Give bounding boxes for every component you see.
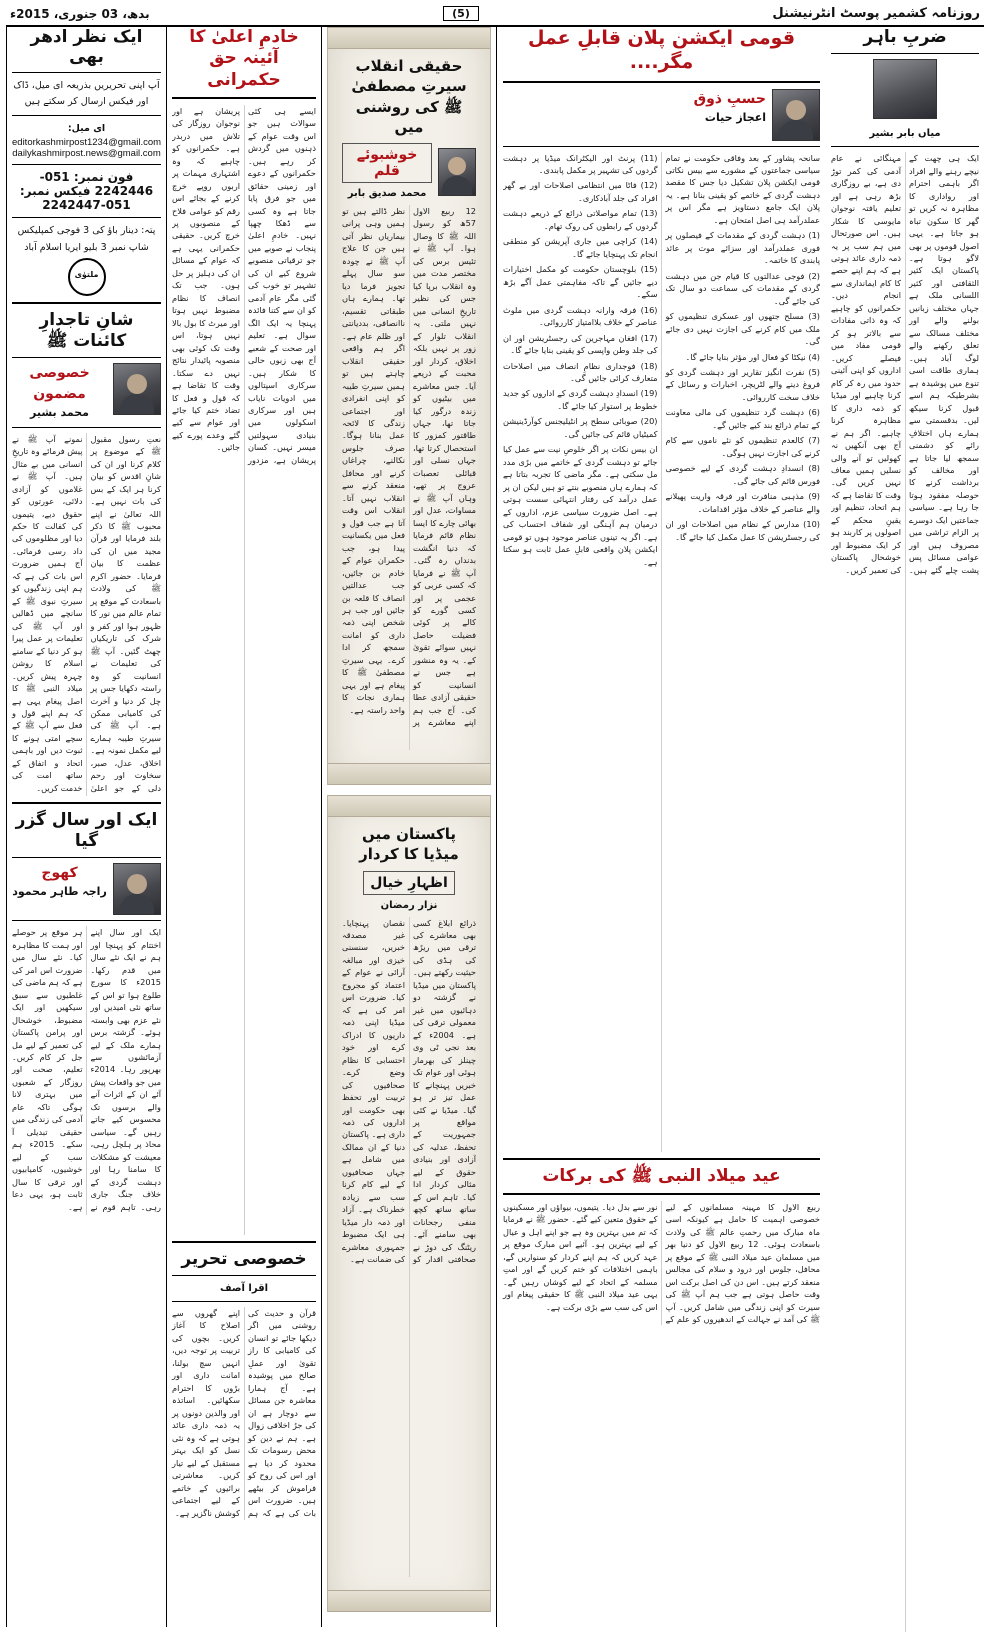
feature-scroll-inqilab	[327, 27, 491, 785]
ad-fax-value: 051-2242447	[42, 198, 131, 213]
article-body-khadim: ایسے ہی کئی سوالات ہیں جو اس وقت عوام کے ذہنوں میں گردش کر رہے ہیں۔ حکمرانوں کے دعوے اور زمینی حقائق میں جو فرق پایا جاتا ہے وہ کسی سے ڈھکا چھپا نہیں۔ خادمِ اعلیٰ پنجاب نے صوبے میں جو ترقیاتی منصوبے شروع کیے ان کی تشہیر تو خوب کی گئی مگر عام آدمی کو ان سے کتنا فائدہ پہنچا یہ ایک الگ سوال ہے۔ تعلیم اور صحت کے شعبے آج بھی زبوں حالی کا شکار ہیں۔ سرکاری اسپتالوں میں ادویات نایاب ہیں اور سرکاری اسکولوں میں بنیادی سہولتیں میسر نہیں۔ کسان پریشان ہے، مزدور پریشان ہے اور نوجوان روزگار کی تلاش میں دربدر ہے۔ حکمرانوں کو چاہیے کہ وہ اشتہاری مہمات پر اربوں روپے خرچ کرنے کے بجائے اس رقم کو عوامی فلاح کے منصوبوں پر خرچ کریں۔ حقیقی حکمرانی یہی ہے کہ عوام کے مسائل ان کی دہلیز پر حل ہوں۔ جب تک انصاف کا نظام مضبوط نہیں ہوتا اور میرٹ کا بول بالا نہیں ہوتا، اس وقت تک کوئی بھی منصوبہ پائیدار نتائج نہیں دے سکتا۔ وقت کا تقاضا ہے کہ قول و فعل کا تضاد ختم کیا جائے اور عوام سے کیے گئے وعدے پورے کیے جائیں۔	[172, 105, 316, 465]
feature-title-inqilab: حقیقی انقلاب سیرتِ مصطفیٰ ﷺ کی روشنی میں	[351, 57, 467, 136]
column-right	[6, 27, 166, 1627]
masthead-date: بدھ، 03 جنوری، 2015ء	[10, 6, 150, 21]
masthead-title: روزنامہ کشمیر پوسٹ انٹرنیشنل	[772, 6, 980, 21]
author-photo	[113, 363, 161, 415]
ad-title: ایک نظر ادھر بھی	[30, 27, 143, 67]
author-name-khusoosi: اقرا آصف	[219, 1283, 269, 1294]
masthead	[6, 4, 984, 27]
article-title-milad: عید میلاد النبی ﷺ کی برکات	[542, 1165, 781, 1186]
feature-title-media: پاکستان میں میڈیا کا کردار	[359, 825, 459, 864]
article-body-saal: ایک اور سال اپنے اختتام کو پہنچا اور ہم نے ایک نئے سال میں قدم رکھا۔ 2015ء کا سورج طلوع ہوا تو اس کے ساتھ نئی امیدیں اور نئے عزم بھی وابستہ ہوئے۔ گزشتہ برس ہمارے ملک کے لیے آزمائشوں سے بھرپور رہا۔ 2014ء میں جو واقعات پیش آئے ان کے اثرات آنے والے برسوں تک محسوس کیے جاتے رہیں گے۔ سیاسی محاذ پر ہلچل رہی، معیشت کو مشکلات کا سامنا رہا اور دہشت گردی کے خلاف جنگ جاری رہی۔ تاہم قوم نے ہر موقع پر حوصلے اور ہمت کا مظاہرہ کیا۔ نئے سال میں ضرورت اس امر کی ہے کہ ہم ماضی کی غلطیوں سے سبق سیکھیں اور ایک مضبوط، خوشحال اور پرامن پاکستان کی تعمیر کے لیے مل جل کر کام کریں۔ تعلیم، صحت اور روزگار کے شعبوں میں بہتری لانا ہوگی تاکہ عام آدمی کی زندگی میں حقیقی تبدیلی آ سکے۔ 2015ء ہم سب کے لیے خوشیوں، کامیابیوں اور ترقی کا سال ثابت ہو، یہی دعا ہے۔	[12, 927, 161, 1212]
ad-phone-value: 051-2242446	[39, 170, 154, 199]
ad-address	[12, 223, 161, 255]
feature-scroll-media	[327, 795, 491, 1612]
author-name: نزار رمضان	[380, 899, 438, 911]
feature-seal-label: اظہارِ خیال	[363, 871, 455, 895]
article-title-zarb: ضربِ باہر	[863, 27, 947, 47]
article-body-nap: سانحہ پشاور کے بعد وفاقی حکومت نے تمام سیاسی جماعتوں کے مشورے سے بیس نکاتی قومی ایکشن پلان تشکیل دیا جس کا مقصد دہشت گردی کے خاتمے کو یقینی بنانا ہے۔ یہ پلان ایک جامع دستاویز ہے مگر اس پر عملدرآمد ہی اصل امتحان ہے۔ (1) دہشت گردی کے مقدمات کے فیصلوں پر فوری عملدرآمد اور سزائے موت پر عائد پابندی کا خاتمہ۔ (2) فوجی عدالتوں کا قیام جن میں دہشت گردی کے مقدمات کی سماعت دو سال تک کی جائے گی۔ (3) مسلح جتھوں اور عسکری تنظیموں کو ملک میں کام کرنے کی اجازت نہیں دی جائے گی۔ (4) نیکٹا کو فعال اور مؤثر بنایا جائے گا۔ (5) نفرت انگیز تقاریر اور دہشت گردی کو فروغ دینے والے لٹریچر، اخبارات و رسائل کے خلاف سخت کارروائی۔ (6) دہشت گرد تنظیموں کی مالی معاونت کے تمام ذرائع بند کیے جائیں گے۔ (7) کالعدم تنظیموں کو نئے ناموں سے کام کرنے کی اجازت نہیں ہوگی۔ (8) انسدادِ دہشت گردی کے لیے خصوصی فورس قائم کی جائے گی۔ (9) مذہبی منافرت اور فرقہ واریت پھیلانے والے عناصر کے خلاف مؤثر اقدامات۔ (10) مدارس کے نظام میں اصلاحات اور ان کی رجسٹریشن کا عمل مکمل کیا جائے گا۔ (11) پرنٹ اور الیکٹرانک میڈیا پر دہشت گردوں کی تشہیر پر مکمل پابندی۔ (12) فاٹا میں انتظامی اصلاحات اور بے گھر افراد کی جلد آبادکاری۔ (13) تمام مواصلاتی ذرائع کے ذریعے دہشت گردوں کے رابطوں کی روک تھام۔ (14) کراچی میں جاری آپریشن کو منطقی انجام تک پہنچایا جائے گا۔ (15) بلوچستان حکومت کو مکمل اختیارات دیے جائیں گے تاکہ مفاہمتی عمل آگے بڑھ سکے۔ (16) فرقہ وارانہ دہشت گردی میں ملوث عناصر کے خلاف بلاامتیاز کارروائی۔ (17) افغان مہاجرین کی رجسٹریشن اور ان کی جلد وطن واپسی کو یقینی بنایا جائے گا۔ (18) فوجداری نظامِ انصاف میں اصلاحات متعارف کرائی جائیں گی۔ (19) انسدادِ دہشت گردی کے اداروں کو جدید خطوط پر استوار کیا جائے گا۔ (20) صوبائی سطح پر انٹیلیجنس کوآرڈینیشن کمیٹیاں قائم کی جائیں گی۔ ان بیس نکات پر اگر خلوصِ نیت سے عمل کیا جائے تو دہشت گردی کے خاتمے میں بڑی مدد مل سکتی ہے۔ مگر ماضی کا تجربہ بتاتا ہے کہ ہمارے ہاں منصوبے بنتے تو ہیں لیکن ان پر عمل درآمد کی رفتار انتہائی سست ہوتی ہے۔ اصل ضرورت سیاسی عزم، اداروں کے درمیان ہم آہنگی اور شفاف احتساب کی ہے۔ اگر یہ تینوں عناصر موجود ہوں تو قومی ایکشن پلان واقعی قابلِ عمل ثابت ہو سکتا ہے۔	[503, 152, 820, 567]
article-title-khadim: خادمِ اعلیٰ کا آئینہ حق حکمرانی	[189, 27, 299, 90]
feature-body-inqilab: 12 ربیع الاول 57ھ کو رسول اللہ ﷺ کا وصال ہوا۔ آپ ﷺ نے تئیس برس کی مختصر مدت میں وہ انقلاب برپا کیا جس کی نظیر تاریخِ انسانی میں نہیں ملتی۔ یہ انقلاب تلوار کے زور پر نہیں بلکہ اخلاق، کردار اور محبت کے ذریعے آیا۔ جس معاشرے میں بیٹیوں کو زندہ درگور کیا جاتا تھا، جہاں طاقتور کمزور کا استحصال کرتا تھا، جہاں نسلی اور قبائلی تعصبات عروج پر تھے، وہاں آپ ﷺ نے مساوات، عدل اور بھائی چارے کا ایسا نظام قائم فرمایا کہ دنیا انگشت بدنداں رہ گئی۔ آپ ﷺ نے فرمایا کہ کسی عربی کو عجمی پر اور کسی گورے کو کالے پر کوئی فضیلت حاصل نہیں سوائے تقویٰ کے۔ یہ وہ منشور ہے جس نے انسانیت کو حقیقی آزادی عطا کی۔ آج جب ہم اپنے معاشرے پر نظر ڈالتے ہیں تو ہمیں وہی پرانی بیماریاں نظر آتی ہیں جن کا علاج آپ ﷺ نے چودہ سو سال پہلے تجویز فرما دیا تھا۔ ہمارے ہاں طبقاتی تقسیم، ناانصافی، بددیانتی اور ظلم عام ہے۔ اگر ہم واقعی حقیقی انقلاب چاہتے ہیں تو ہمیں سیرتِ طیبہ کو اپنی انفرادی اور اجتماعی زندگی کا لائحہ عمل بنانا ہوگا۔ صرف جلوس نکالنے، چراغاں کرنے اور محافل منعقد کرنے سے انقلاب نہیں آتا۔ انقلاب اس وقت آتا ہے جب قول و فعل میں یکسانیت پیدا ہو، جب حکمران عوام کے خادم بن جائیں، جب عدالتیں انصاف کا قلعہ بن جائیں اور جب ہر شخص اپنی ذمہ داری کو امانت سمجھ کر ادا کرے۔ یہی سیرتِ مصطفیٰ ﷺ کا پیغام ہے اور یہی ہماری نجات کا واحد راستہ ہے۔	[342, 206, 476, 728]
author-name: محمد صدیق بابر	[347, 188, 427, 199]
column-kicker: کھوج	[41, 865, 78, 882]
ad-phone-label: فون نمبر:	[73, 170, 134, 185]
ad-address-label: پتہ:	[141, 225, 156, 237]
author-name: اعجاز حیات	[704, 110, 766, 124]
article-body-milad: ربیع الاول کا مہینہ مسلمانوں کے لیے خصوصی اہمیت کا حامل ہے کیونکہ اسی ماہ مبارک میں رحمتِ عالم ﷺ کی ولادت باسعادت ہوئی۔ 12 ربیع الاول کو دنیا بھر میں مسلمان عید میلاد النبی ﷺ کے موقع پر محافل، جلوس اور درود و سلام کی مجالس منعقد کرتے ہیں۔ اس دن کی اصل برکت اس وقت حاصل ہوتی ہے جب ہم آپ ﷺ کی سیرت کو اپنی زندگی میں شامل کریں۔ آپ ﷺ کی آمد نے جہالت کے اندھیروں کو علم کے نور سے بدل دیا۔ یتیموں، بیواؤں اور مسکینوں کے حقوق متعین کیے گئے۔ حضور ﷺ نے فرمایا کہ تم میں بہترین وہ ہے جو اپنے اہل و عیال کے لیے بہترین ہو۔ آئیے اس مبارک موقع پر عہد کریں کہ ہم اپنے کردار کو سنواریں گے، باہمی اختلافات کو ختم کریں گے اور امتِ مسلمہ کے اتحاد کے لیے کوشاں رہیں گے۔ یہی عید میلاد النبی ﷺ کا حقیقی پیغام اور اس کی سب سے بڑی برکت ہے۔	[503, 1201, 820, 1324]
author-block-nap	[503, 89, 820, 141]
author-photo	[438, 148, 476, 196]
page-columns	[6, 27, 984, 1627]
author-block-saal	[12, 863, 161, 915]
author-photo	[772, 89, 820, 141]
ad-email-1[interactable]: editorkashmirpost1234@gmail.com	[12, 137, 162, 149]
stamp-seal-icon: ملتوٰی	[68, 258, 106, 296]
ad-phone-row	[12, 170, 161, 212]
page-number: (5)	[443, 6, 479, 21]
article-title-khusoosi: خصوصی تحریر	[181, 1248, 307, 1269]
column-kicker: حسبِ ذوق	[693, 90, 766, 107]
article-body-zarb: ایک ہی چھت کے نیچے رہنے والے افراد اگر باہمی احترام اور رواداری کا مظاہرہ نہ کریں تو گھر کا سکون تباہ ہو جاتا ہے۔ یہی اصول قوموں پر بھی لاگو ہوتا ہے۔ پاکستان ایک کثیر الثقافتی اور کثیر اللسانی ملک ہے جہاں مختلف زبانیں بولنے والے اور مختلف مسالک سے تعلق رکھنے والے لوگ آباد ہیں۔ ہماری طاقت اسی تنوع میں پوشیدہ ہے بشرطیکہ ہم اسے قبول کرنا سیکھ لیں۔ بدقسمتی سے ہمارے ہاں اختلافِ رائے کو دشمنی سمجھ لیا جاتا ہے اور مخالف کو برداشت کرنے کا حوصلہ مفقود ہوتا جا رہا ہے۔ سیاسی جماعتیں ایک دوسرے پر الزام تراشی میں مصروف ہیں اور عوامی مسائل پس پشت چلے گئے ہیں۔ مہنگائی نے عام آدمی کی کمر توڑ دی ہے، بے روزگاری بڑھ رہی ہے اور تعلیم یافتہ نوجوان مایوسی کا شکار ہیں۔ اس صورتحال میں ہم سب پر یہ ذمہ داری عائد ہوتی ہے کہ ہم اپنے حصے کا کام ایمانداری سے انجام دیں۔ حکمرانوں کو چاہیے کہ وہ ذاتی مفادات سے بالاتر ہو کر قومی مفاد میں فیصلے کریں۔ اداروں کو اپنی آئینی حدود میں رہ کر کام کرنا چاہیے اور میڈیا کو ذمہ داری کا مظاہرہ کرنا چاہیے۔ اگر ہم نے آج بھی آنکھیں نہ کھولیں تو آنے والی نسلیں ہمیں معاف نہیں کریں گی۔ وقت کا تقاضا ہے کہ ہم اتحاد، تنظیم اور یقینِ محکم کے اصولوں پر کاربند ہو کر ایک مضبوط اور خوشحال پاکستان کی تعمیر کریں۔	[831, 153, 979, 575]
ad-address-value: دینار باؤ کی 3 فوجی کمپلیکس شاپ نمبر 3 بلیو ایریا اسلام آباد	[17, 225, 149, 253]
column-left	[826, 27, 984, 1627]
column-d	[496, 27, 826, 1627]
article-body-khusoosi: قرآن و حدیث کی روشنی میں اگر دیکھا جائے تو انسان کی کامیابی کا راز تقویٰ اور عملِ صالح میں پوشیدہ ہے۔ آج ہمارا معاشرہ جن مسائل سے دوچار ہے ان کی جڑ اخلاقی زوال ہے۔ ہم نے دین کو محض رسومات تک محدود کر دیا ہے اور اس کی روح کو فراموش کر بیٹھے ہیں۔ ضرورت اس بات کی ہے کہ ہم اپنے گھروں سے اصلاح کا آغاز کریں۔ بچوں کی تربیت پر توجہ دیں، انہیں سچ بولنا، امانت داری اور بڑوں کا احترام سکھائیں۔ اساتذہ اور والدین دونوں پر یہ ذمہ داری عائد ہوتی ہے کہ وہ نئی نسل کو ایک بہتر مستقبل کے لیے تیار کریں۔ معاشرتی برائیوں کے خاتمے کے لیے اجتماعی کوشش ناگزیر ہے۔	[172, 1308, 316, 1518]
author-photo	[873, 59, 937, 119]
article-title-shaan: شانِ تاجدارِ کائنات ﷺ	[39, 309, 134, 351]
author-name: میاں بابر بشیر	[869, 128, 941, 140]
feature-body-media: ذرائع ابلاغ کسی بھی معاشرے کی ترقی میں ریڑھ کی ہڈی کی حیثیت رکھتے ہیں۔ پاکستان میں میڈیا نے گزشتہ دو دہائیوں میں غیر معمولی ترقی کی ہے۔ 2004ء کے بعد نجی ٹی وی چینلز کی بھرمار ہوئی اور عوام تک خبریں پہنچانے کا عمل تیز تر ہو گیا۔ میڈیا نے کئی مواقع پر جمہوریت کے تحفظ، عدلیہ کی آزادی اور بنیادی حقوق کے لیے مثالی کردار ادا کیا۔ تاہم اس کے ساتھ ساتھ کچھ منفی رجحانات بھی سامنے آئے۔ ریٹنگ کی دوڑ نے صحافتی اقدار کو نقصان پہنچایا۔ غیر مصدقہ خبریں، سنسنی خیزی اور مبالغہ آرائی نے عوام کے اعتماد کو مجروح کیا۔ ضرورت اس امر کی ہے کہ میڈیا اپنی ذمہ داریوں کا ادراک کرے اور خود احتسابی کا نظام وضع کرے۔ صحافیوں کی تربیت اور تحفظ بھی حکومت اور اداروں کی ذمہ داری ہے۔ پاکستان دنیا کے ان ممالک میں شامل ہے جہاں صحافیوں کے لیے کام کرنا سب سے زیادہ خطرناک ہے۔ آزاد اور ذمہ دار میڈیا ہی ایک مضبوط جمہوری معاشرے کی ضمانت ہے۔	[342, 917, 476, 1265]
column-b	[166, 27, 321, 1627]
author-block-shaan	[12, 363, 161, 422]
ad-email-label: ای میل:	[67, 123, 106, 135]
feature-seal-label: خوشبوئے قلم	[342, 143, 432, 183]
author-photo	[113, 863, 161, 915]
ad-fax-label: فیکس نمبر:	[19, 184, 91, 199]
ad-email-2[interactable]: dailykashmirpost.news@gmail.com	[12, 148, 161, 160]
column-c	[321, 27, 496, 1627]
ad-line: آپ اپنی تحریریں بذریعہ ای میل، ڈاک اور فیکس ارسال کر سکتے ہیں	[13, 80, 160, 108]
author-name: محمد بشیر	[30, 406, 89, 420]
article-body-shaan: نعتِ رسول مقبول ﷺ کے موضوع پر کلام کرنا اور ان کی شانِ اقدس کو بیان کرنا ہر ایک کے بس کی بات نہیں ہے۔ اللہ تعالیٰ نے اپنے محبوب ﷺ کا ذکر بلند فرمایا اور قرآن مجید میں ان کی عظمت کا بیان فرمایا۔ حضور اکرم ﷺ کی ولادت باسعادت کے موقع پر تمام عالم میں نور کا ظہور ہوا اور کفر و شرک کی تاریکیاں چھٹ گئیں۔ آپ ﷺ کی تعلیمات نے انسانیت کو وہ راستہ دکھایا جس پر چل کر دنیا و آخرت کی کامیابی ممکن ہے۔ آپ ﷺ کی سیرتِ طیبہ ہمارے لیے مکمل نمونہ ہے۔ اخلاق، عدل، صبر، سخاوت اور رحم دلی کے جو اعلیٰ نمونے آپ ﷺ نے پیش فرمائے وہ تاریخِ انسانی میں بے مثال ہیں۔ آپ ﷺ نے غلاموں کو آزادی دلائی، عورتوں کو حقوق دیے، یتیموں کی کفالت کا حکم دیا اور مظلوموں کی داد رسی فرمائی۔ آج ہمیں ضرورت اس بات کی ہے کہ ہم اپنی زندگیوں کو سیرتِ نبوی ﷺ کے سانچے میں ڈھالیں اور آپ ﷺ کی تعلیمات پر عمل پیرا ہو کر دنیا کے سامنے اسلام کا روشن چہرہ پیش کریں۔ میلاد النبی ﷺ کا اصل پیغام یہی ہے کہ ہم اپنے قول و فعل سے آپ ﷺ کے سچے امتی ہونے کا ثبوت دیں اور باہمی اتحاد و اتفاق کے ساتھ امت کی خدمت کریں۔	[12, 433, 161, 793]
article-title-saal: ایک اور سال گزر گیا	[15, 809, 158, 852]
article-title-nap: قومی ایکشن پلان قابلِ عمل مگر....	[527, 27, 796, 73]
column-kicker: خصوصی مضمون	[29, 365, 90, 403]
author-name: راجہ طاہر محمود	[12, 885, 107, 899]
